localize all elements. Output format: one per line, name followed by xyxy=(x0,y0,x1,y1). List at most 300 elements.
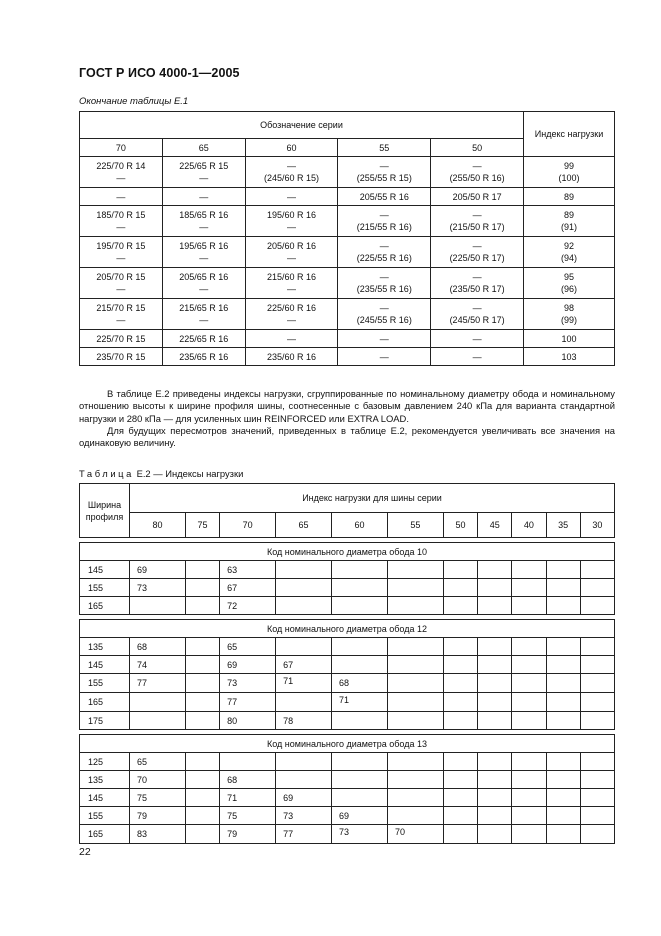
load-index-value xyxy=(512,597,546,615)
load-index-value xyxy=(546,712,580,730)
tire-designation-cell xyxy=(338,330,431,348)
tire-designation-cell xyxy=(338,206,431,237)
load-index-value xyxy=(332,771,388,789)
load-index-value xyxy=(185,771,219,789)
load-index-value xyxy=(130,597,186,615)
tire-designation-cell xyxy=(338,268,431,299)
load-index-value xyxy=(580,712,614,730)
tire-designation-cell xyxy=(245,188,338,206)
table-e2-load-indices xyxy=(79,483,615,844)
cell-line: 99 xyxy=(563,161,574,171)
cell-line: — xyxy=(379,161,389,171)
profile-width-cell: 155 xyxy=(80,807,130,825)
tire-designation-cell xyxy=(245,348,338,366)
load-index-value xyxy=(387,597,443,615)
series-header-80: 80 xyxy=(130,513,186,538)
cell-line: 215/60 R 16 xyxy=(267,272,317,282)
load-index-value xyxy=(580,789,614,807)
load-index-value: 69 xyxy=(276,789,332,807)
tire-designation-cell xyxy=(338,188,431,206)
cell-line: 205/70 R 15 xyxy=(96,272,146,282)
tire-designation-cell xyxy=(162,157,245,188)
series-header-55: 55 xyxy=(338,139,431,157)
load-index-value xyxy=(546,579,580,597)
cell-line: 89 xyxy=(563,210,574,220)
load-index-value: 75 xyxy=(130,789,186,807)
load-index-value xyxy=(512,753,546,771)
tire-designation-cell xyxy=(245,268,338,299)
load-index-value xyxy=(546,597,580,615)
load-index-value: 67 xyxy=(276,656,332,674)
profile-width-cell: 145 xyxy=(80,789,130,807)
tire-designation-cell xyxy=(338,299,431,330)
load-index-value: 79 xyxy=(130,807,186,825)
profile-width-cell: 165 xyxy=(80,825,130,844)
load-index-value xyxy=(443,674,477,693)
load-index-value xyxy=(387,712,443,730)
tire-designation-cell xyxy=(162,330,245,348)
load-index-value xyxy=(185,825,219,844)
load-index-value xyxy=(185,807,219,825)
profile-width-cell: 125 xyxy=(80,753,130,771)
cell-line: 235/70 R 15 xyxy=(96,351,146,362)
cell-line: — xyxy=(116,284,126,294)
cell-line: 225/70 R 15 xyxy=(96,333,146,344)
cell-line: (245/55 R 16) xyxy=(356,315,412,325)
section-title-row xyxy=(80,620,615,638)
load-index-value: 71 xyxy=(332,693,388,712)
load-index-value xyxy=(512,712,546,730)
tire-designation-cell xyxy=(245,206,338,237)
load-index-value: 75 xyxy=(220,807,276,825)
load-index-value: 83 xyxy=(130,825,186,844)
table-row xyxy=(80,825,615,844)
load-index-value xyxy=(512,789,546,807)
paragraph-table-e2-intro: В таблице Е.2 приведены индексы нагрузки, сгруппированные по номинальному диаметру обода и номинальному отношению высоты к ширине профиля шины, соотнесенные с базовым давлением 240 кПа для варианта стандартной нагрузки и 280 кПа — для усиленных шин REINFORCED или EXTRA LOAD. xyxy=(79,388,615,424)
tire-designation-cell xyxy=(80,206,163,237)
profile-width-cell: 145 xyxy=(80,656,130,674)
load-index-value xyxy=(443,807,477,825)
cell-line: — xyxy=(287,222,297,232)
load-index-value: 73 xyxy=(220,674,276,693)
cell-line: 205/55 R 16 xyxy=(359,191,409,202)
table-e1-end xyxy=(79,111,615,366)
table-row xyxy=(80,638,615,656)
load-index-value xyxy=(387,693,443,712)
load-index-value xyxy=(512,693,546,712)
load-index-value: 70 xyxy=(130,771,186,789)
table-row xyxy=(80,656,615,674)
cell-line: — xyxy=(287,333,297,344)
cell-line: — xyxy=(472,161,482,171)
load-index-value xyxy=(580,561,614,579)
load-index-value xyxy=(276,753,332,771)
cell-line: 215/70 R 15 xyxy=(96,303,146,313)
load-index-value: 72 xyxy=(220,597,276,615)
cell-line: 225/60 R 16 xyxy=(267,303,317,313)
load-index-value xyxy=(276,638,332,656)
load-index-value: 77 xyxy=(130,674,186,693)
load-index-value xyxy=(546,753,580,771)
profile-width-cell: 155 xyxy=(80,674,130,693)
cell-line: — xyxy=(472,272,482,282)
load-index-value xyxy=(387,656,443,674)
cell-line: (245/50 R 17) xyxy=(449,315,505,325)
load-index-value xyxy=(130,712,186,730)
cell-line: 215/65 R 16 xyxy=(179,303,229,313)
cell-line: (255/55 R 15) xyxy=(356,173,412,183)
cell-line: 205/60 R 16 xyxy=(267,241,317,251)
cell-line: (235/50 R 17) xyxy=(449,284,505,294)
series-header-60: 60 xyxy=(332,513,388,538)
load-index-value: 68 xyxy=(332,674,388,693)
load-index-value xyxy=(580,674,614,693)
cell-line: — xyxy=(472,210,482,220)
cell-line: — xyxy=(379,303,389,313)
load-index-value xyxy=(580,753,614,771)
table2-caption: Таблица Е.2 — Индексы нагрузки xyxy=(79,468,244,479)
load-index-value: 79 xyxy=(220,825,276,844)
table-row xyxy=(80,807,615,825)
load-index-value xyxy=(443,638,477,656)
cell-line: (215/55 R 16) xyxy=(356,222,412,232)
load-index-cell xyxy=(524,330,615,348)
load-index-value xyxy=(387,638,443,656)
series-designation-header: Обозначение серии xyxy=(80,112,524,139)
load-index-value xyxy=(478,825,512,844)
load-index-value xyxy=(546,693,580,712)
rim-diameter-code-title: Код номинального диаметра обода 12 xyxy=(80,620,615,638)
load-index-value: 68 xyxy=(130,638,186,656)
cell-line: (225/55 R 16) xyxy=(356,253,412,263)
load-index-value: 67 xyxy=(220,579,276,597)
load-index-value xyxy=(387,674,443,693)
series-header-45: 45 xyxy=(478,513,512,538)
load-index-value xyxy=(443,656,477,674)
load-index-value xyxy=(478,789,512,807)
cell-line: — xyxy=(379,333,389,344)
load-index-value xyxy=(546,561,580,579)
load-index-value xyxy=(332,579,388,597)
load-index-value: 68 xyxy=(220,771,276,789)
series-header-35: 35 xyxy=(546,513,580,538)
load-index-value xyxy=(332,712,388,730)
load-index-value xyxy=(478,638,512,656)
cell-line: — xyxy=(472,351,482,362)
table-row xyxy=(80,674,615,693)
tire-designation-cell xyxy=(245,157,338,188)
load-index-value: 65 xyxy=(130,753,186,771)
cell-line: — xyxy=(199,222,209,232)
rim-diameter-code-title: Код номинального диаметра обода 13 xyxy=(80,735,615,753)
load-index-value: 71 xyxy=(276,674,332,693)
series-header-65: 65 xyxy=(162,139,245,157)
load-index-value xyxy=(546,638,580,656)
cell-line: 100 xyxy=(561,333,577,344)
tire-designation-cell xyxy=(80,237,163,268)
load-index-value xyxy=(443,579,477,597)
cell-line: — xyxy=(199,253,209,263)
load-index-value xyxy=(185,693,219,712)
load-index-cell xyxy=(524,268,615,299)
load-index-value xyxy=(130,693,186,712)
tire-designation-cell xyxy=(162,348,245,366)
cell-line: 195/70 R 15 xyxy=(96,241,146,251)
load-index-value: 69 xyxy=(220,656,276,674)
profile-width-cell: 165 xyxy=(80,693,130,712)
tire-designation-cell xyxy=(162,268,245,299)
table-row xyxy=(80,268,615,299)
load-index-value xyxy=(276,693,332,712)
cell-line: — xyxy=(116,191,126,202)
series-header-75: 75 xyxy=(185,513,219,538)
load-index-value xyxy=(332,561,388,579)
table-row xyxy=(80,206,615,237)
tire-designation-cell xyxy=(162,188,245,206)
tire-designation-cell xyxy=(162,237,245,268)
series-header-60: 60 xyxy=(245,139,338,157)
table-row xyxy=(80,789,615,807)
load-index-value xyxy=(580,579,614,597)
load-index-value xyxy=(512,771,546,789)
table-row xyxy=(80,579,615,597)
load-index-value: 69 xyxy=(332,807,388,825)
load-index-value xyxy=(220,753,276,771)
tire-designation-cell xyxy=(80,157,163,188)
load-index-value xyxy=(478,597,512,615)
load-index-value xyxy=(546,656,580,674)
load-index-value xyxy=(546,771,580,789)
load-index-value xyxy=(276,561,332,579)
load-index-value: 69 xyxy=(130,561,186,579)
cell-line: (215/50 R 17) xyxy=(449,222,505,232)
load-index-value xyxy=(580,807,614,825)
profile-width-header: Ширина профиля xyxy=(80,484,130,538)
cell-line: — xyxy=(287,315,297,325)
cell-line: (100) xyxy=(558,173,580,183)
series-header-40: 40 xyxy=(512,513,546,538)
load-index-value xyxy=(512,579,546,597)
cell-line: 98 xyxy=(563,303,574,313)
cell-line: — xyxy=(472,241,482,251)
tire-designation-cell xyxy=(338,157,431,188)
series-header-30: 30 xyxy=(580,513,614,538)
tire-designation-cell xyxy=(431,206,524,237)
table-row xyxy=(80,188,615,206)
load-index-value xyxy=(443,825,477,844)
load-index-value: 77 xyxy=(220,693,276,712)
cell-line: 195/60 R 16 xyxy=(267,210,317,220)
cell-line: 205/65 R 16 xyxy=(179,272,229,282)
tire-designation-cell xyxy=(162,299,245,330)
table-row xyxy=(80,712,615,730)
load-index-value xyxy=(580,597,614,615)
load-index-value: 70 xyxy=(387,825,443,844)
page-number: 22 xyxy=(79,846,91,858)
cell-line: — xyxy=(116,173,126,183)
load-index-value xyxy=(512,638,546,656)
load-index-value xyxy=(332,597,388,615)
load-index-value xyxy=(580,638,614,656)
rim-diameter-code-title: Код номинального диаметра обода 10 xyxy=(80,543,615,561)
load-index-header: Индекс нагрузки xyxy=(524,112,615,157)
load-index-value xyxy=(443,771,477,789)
load-index-value: 78 xyxy=(276,712,332,730)
load-index-value xyxy=(512,825,546,844)
load-index-cell xyxy=(524,237,615,268)
load-index-value xyxy=(185,561,219,579)
cell-line: (235/55 R 16) xyxy=(356,284,412,294)
tire-designation-cell xyxy=(431,330,524,348)
load-index-value xyxy=(478,771,512,789)
series-header-70: 70 xyxy=(80,139,163,157)
document-title: ГОСТ Р ИСО 4000-1—2005 xyxy=(79,66,240,80)
load-index-value xyxy=(332,656,388,674)
cell-line: 225/70 R 14 xyxy=(96,161,146,171)
cell-line: (96) xyxy=(560,284,577,294)
load-index-value xyxy=(478,656,512,674)
cell-line: — xyxy=(379,351,389,362)
load-index-value xyxy=(512,656,546,674)
load-index-value: 63 xyxy=(220,561,276,579)
load-index-value xyxy=(478,753,512,771)
cell-line: 95 xyxy=(563,272,574,282)
table-row xyxy=(80,561,615,579)
cell-line: 235/60 R 16 xyxy=(267,351,317,362)
cell-line: — xyxy=(287,284,297,294)
table-row xyxy=(80,597,615,615)
cell-line: (94) xyxy=(560,253,577,263)
cell-line: 225/65 R 16 xyxy=(179,333,229,344)
cell-line: (245/60 R 15) xyxy=(264,173,320,183)
cell-line: (91) xyxy=(560,222,577,232)
cell-line: — xyxy=(199,315,209,325)
cell-line: (225/50 R 17) xyxy=(449,253,505,263)
cell-line: (255/50 R 16) xyxy=(449,173,505,183)
tire-designation-cell xyxy=(80,348,163,366)
load-index-value xyxy=(443,789,477,807)
table-row xyxy=(80,771,615,789)
tire-designation-cell xyxy=(80,268,163,299)
load-index-value: 73 xyxy=(332,825,388,844)
load-index-value xyxy=(580,693,614,712)
tire-designation-cell xyxy=(338,237,431,268)
cell-line: — xyxy=(287,191,297,202)
load-index-cell xyxy=(524,299,615,330)
load-index-value xyxy=(580,825,614,844)
load-index-value xyxy=(512,807,546,825)
load-index-value xyxy=(387,807,443,825)
load-index-series-header: Индекс нагрузки для шины серии xyxy=(130,484,615,513)
load-index-value xyxy=(546,674,580,693)
section-title-row xyxy=(80,543,615,561)
cell-line: — xyxy=(472,333,482,344)
cell-line: 205/50 R 17 xyxy=(452,191,502,202)
load-index-value xyxy=(546,825,580,844)
cell-line: 235/65 R 16 xyxy=(179,351,229,362)
cell-line: — xyxy=(472,303,482,313)
cell-line: 195/65 R 16 xyxy=(179,241,229,251)
tire-designation-cell xyxy=(431,188,524,206)
load-index-value: 77 xyxy=(276,825,332,844)
cell-line: — xyxy=(116,222,126,232)
load-index-value xyxy=(546,807,580,825)
load-index-value xyxy=(478,693,512,712)
series-header-70: 70 xyxy=(220,513,276,538)
load-index-value xyxy=(332,753,388,771)
load-index-value xyxy=(387,771,443,789)
load-index-value xyxy=(443,693,477,712)
cell-line: 185/70 R 15 xyxy=(96,210,146,220)
load-index-cell xyxy=(524,348,615,366)
load-index-value xyxy=(276,597,332,615)
load-index-value xyxy=(185,753,219,771)
cell-line: 89 xyxy=(563,191,574,202)
tire-designation-cell xyxy=(431,299,524,330)
table-row xyxy=(80,753,615,771)
table-row xyxy=(80,157,615,188)
tire-designation-cell xyxy=(162,206,245,237)
table-row xyxy=(80,693,615,712)
tire-designation-cell xyxy=(80,188,163,206)
tire-designation-cell xyxy=(338,348,431,366)
series-header-65: 65 xyxy=(276,513,332,538)
load-index-value: 73 xyxy=(276,807,332,825)
load-index-cell xyxy=(524,206,615,237)
load-index-value xyxy=(443,597,477,615)
load-index-value xyxy=(185,674,219,693)
tire-designation-cell xyxy=(80,330,163,348)
load-index-value xyxy=(185,638,219,656)
load-index-cell xyxy=(524,157,615,188)
load-index-value: 73 xyxy=(130,579,186,597)
profile-width-cell: 135 xyxy=(80,771,130,789)
profile-width-cell: 155 xyxy=(80,579,130,597)
load-index-cell xyxy=(524,188,615,206)
table-row xyxy=(80,348,615,366)
load-index-value xyxy=(185,712,219,730)
cell-line: — xyxy=(199,284,209,294)
cell-line: 225/65 R 15 xyxy=(179,161,229,171)
table-row xyxy=(80,330,615,348)
load-index-value: 71 xyxy=(220,789,276,807)
load-index-value xyxy=(332,789,388,807)
series-header-50: 50 xyxy=(431,139,524,157)
load-index-value xyxy=(185,789,219,807)
series-header-55: 55 xyxy=(387,513,443,538)
load-index-value xyxy=(443,561,477,579)
profile-width-cell: 135 xyxy=(80,638,130,656)
load-index-value xyxy=(443,753,477,771)
load-index-value xyxy=(512,561,546,579)
cell-line: — xyxy=(287,253,297,263)
cell-line: — xyxy=(116,315,126,325)
tire-designation-cell xyxy=(80,299,163,330)
load-index-value xyxy=(443,712,477,730)
cell-line: — xyxy=(379,272,389,282)
cell-line: — xyxy=(199,173,209,183)
load-index-value xyxy=(580,771,614,789)
load-index-value xyxy=(512,674,546,693)
section-title-row xyxy=(80,735,615,753)
tire-designation-cell xyxy=(245,330,338,348)
load-index-value xyxy=(387,561,443,579)
paragraph-future-revisions: Для будущих пересмотров значений, приведенных в таблице Е.2, рекомендуется увеличивать все значения на одинаковую величину. xyxy=(79,425,615,449)
cell-line: (99) xyxy=(560,315,577,325)
tire-designation-cell xyxy=(431,268,524,299)
load-index-value xyxy=(478,712,512,730)
load-index-value xyxy=(580,656,614,674)
